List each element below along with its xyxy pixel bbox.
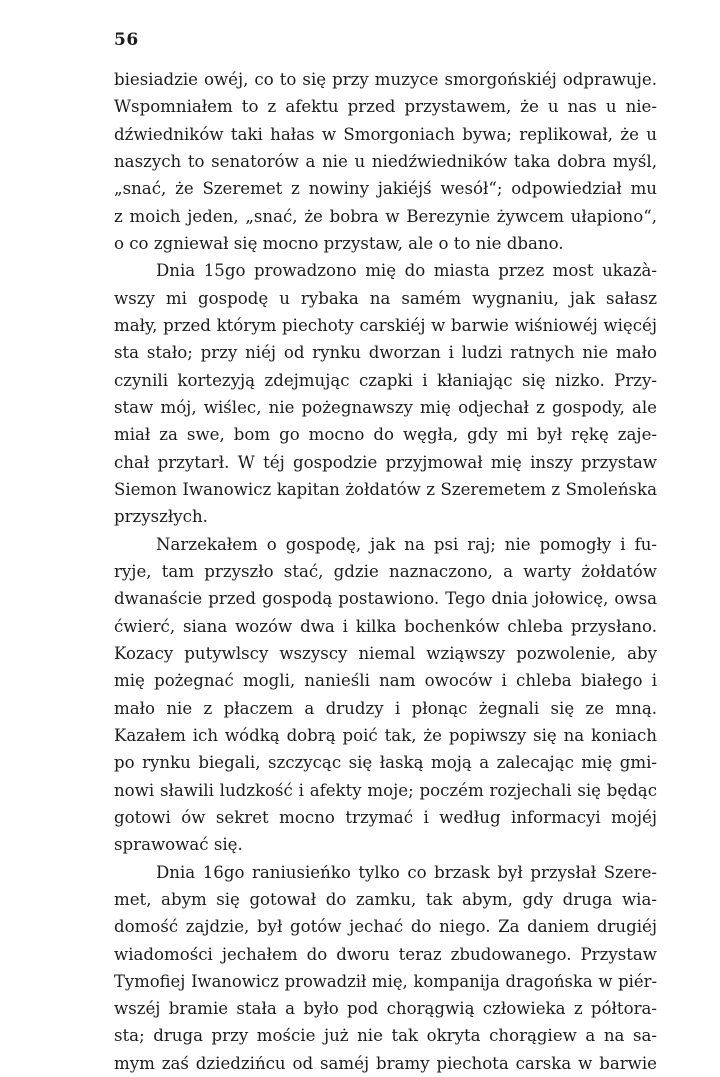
text-line: wszy mi gospodę u rybaka na samém wygnaniu, jak sałasz — [114, 288, 657, 308]
text-line: o co zgniewał się mocno przystaw, ale o to nie dbano. — [114, 233, 564, 253]
text-line: Siemon Iwanowicz kapitan żołdatów z Szeremetem z Smoleńska — [114, 479, 657, 499]
text-line: po rynku biegali, szczycąc się łaską moją a zalecając mię gmi- — [114, 753, 657, 773]
text-line: dźwiedników taki hałas w Smorgoniach bywa; replikował, że u — [114, 124, 657, 144]
text-line: dwanaście przed gospodą postawiono. Tego dnia jołowicę, owsa — [114, 589, 657, 609]
text-line: mym zaś dziedzińcu od saméj bramy piechota carska w barwie — [114, 1053, 657, 1073]
text-line: wszéj bramie stała a było pod chorągwią człowieka z półtora- — [114, 999, 657, 1019]
text-line: sprawować się. — [114, 835, 243, 855]
text-line: sta; druga przy moście już nie tak okryta chorągiew a na sa- — [114, 1026, 657, 1046]
text-line: naszych to senatorów a nie u niedźwiedników taka dobra myśl, — [114, 151, 657, 171]
text-line: Narzekałem o gospodę, jak na psi raj; nie pomogły i fu- — [156, 534, 657, 554]
text-line: staw mój, wiślec, nie pożegnawszy mię odjechał z gospody, ale — [114, 397, 657, 417]
text-line: mię pożegnać mogli, nanieśli nam owoców i chleba białego i — [114, 671, 657, 691]
text-line: nowi sławili ludzkość i afekty moje; poczém rozjechali się będąc — [114, 780, 657, 800]
page-number: 56 — [114, 30, 139, 50]
text-line: mało nie z płaczem a drudzy i płonąc żegnali się ze mną. — [114, 698, 657, 718]
text-line: miał za swe, bom go mocno do węgła, gdy mi był rękę zaje- — [114, 425, 657, 445]
text-line: Dnia 16go raniusieńko tylko co brzask był przysłał Szere- — [156, 862, 657, 882]
text-line: wiadomości jechałem do dworu teraz zbudowanego. Przystaw — [114, 944, 657, 964]
text-line: Dnia 15go prowadzono mię do miasta przez most ukazà- — [156, 261, 657, 281]
text-line: Kozacy putywlscy wszyscy niemal wziąwszy pozwolenie, aby — [114, 643, 657, 663]
body-text — [114, 66, 657, 1077]
text-line: ryje, tam przyszło stać, gdzie naznaczono, a warty żołdatów — [114, 561, 657, 581]
text-line: ćwierć, siana wozów dwa i kilka bochenków chleba przysłano. — [114, 616, 657, 636]
text-line: mały, przed którym piechoty carskiéj w barwie wiśniowéj więcéj — [114, 315, 657, 335]
text-line: Kazałem ich wódką dobrą poić tak, że popiwszy się na koniach — [114, 725, 657, 745]
text-line: sta stało; przy niéj od rynku dworzan i ludzi ratnych nie mało — [114, 343, 657, 363]
text-line: biesiadzie owéj, co to się przy muzyce smorgońskiéj odprawuje. — [114, 70, 657, 89]
text-line: z moich jeden, „snać, że bobra w Berezynie żywcem ułapiono“, — [114, 206, 657, 226]
text-line: Wspomniałem to z afektu przed przystawem, że u nas u nie- — [114, 97, 657, 117]
text-line: Tymofiej Iwanowicz prowadził mię, kompanija dragońska w piér- — [114, 971, 657, 991]
text-line: met, abym się gotował do zamku, tak abym, gdy druga wia- — [114, 889, 657, 909]
text-line: chał przytarł. W téj gospodzie przyjmował mię inszy przystaw — [114, 452, 657, 472]
text-line: gotowi ów sekret mocno trzymać i według informacyi mojéj — [114, 807, 657, 827]
text-line: czynili kortezyją zdejmując czapki i kłaniając się nizko. Przy- — [114, 370, 657, 390]
text-line: domość zajdzie, był gotów jechać do niego. Za daniem drugiéj — [114, 917, 657, 937]
text-line: przyszłych. — [114, 507, 208, 527]
text-line: „snać, że Szeremet z nowiny jakiéjś wesół“; odpowiedział mu — [114, 179, 657, 199]
